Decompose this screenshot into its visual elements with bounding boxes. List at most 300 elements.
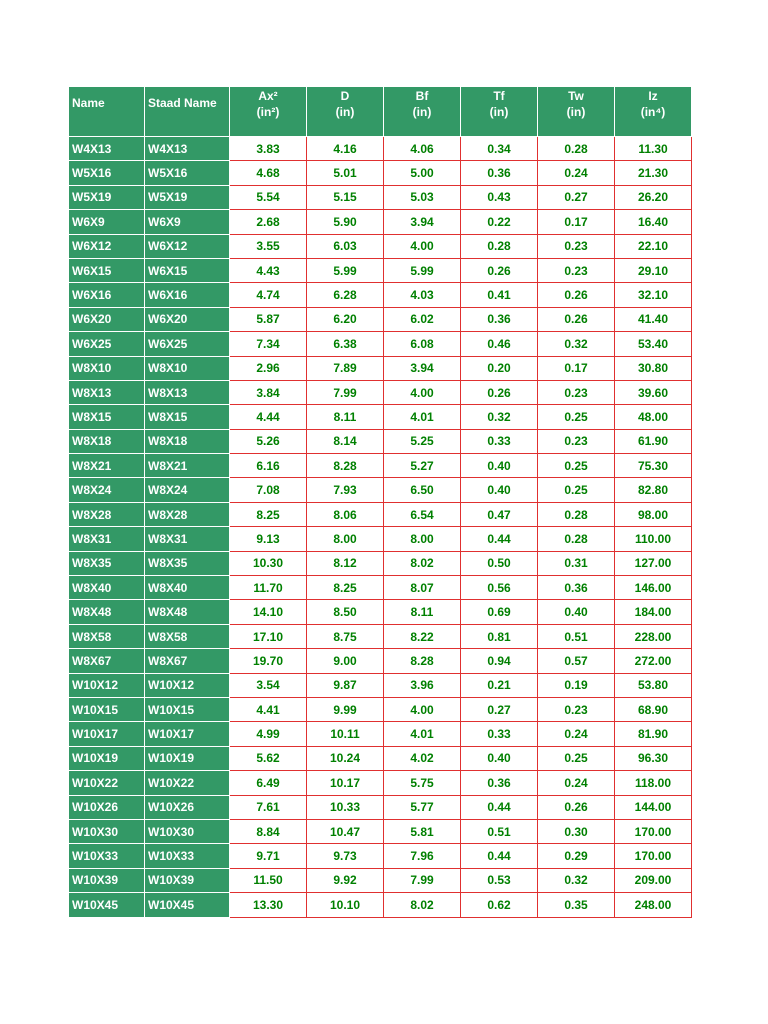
cell-name: W8X13 — [69, 380, 145, 404]
table-row — [69, 502, 692, 526]
cell-name: W10X17 — [69, 722, 145, 746]
cell-tf: 0.43 — [461, 185, 538, 209]
cell-iz: 53.80 — [615, 673, 692, 697]
cell-tw: 0.31 — [538, 551, 615, 575]
cell-d: 8.50 — [307, 600, 384, 624]
cell-ax: 9.71 — [230, 844, 307, 868]
cell-d: 4.16 — [307, 137, 384, 161]
cell-tw: 0.32 — [538, 332, 615, 356]
cell-d: 8.06 — [307, 502, 384, 526]
cell-tf: 0.21 — [461, 673, 538, 697]
cell-d: 8.75 — [307, 624, 384, 648]
cell-tw: 0.24 — [538, 722, 615, 746]
steel-section-table — [68, 86, 692, 918]
cell-d: 5.90 — [307, 210, 384, 234]
cell-tf: 0.34 — [461, 137, 538, 161]
cell-ax: 4.74 — [230, 283, 307, 307]
cell-ax: 14.10 — [230, 600, 307, 624]
cell-d: 10.11 — [307, 722, 384, 746]
cell-iz: 75.30 — [615, 454, 692, 478]
header-iz-label: Iz — [648, 89, 658, 103]
cell-tf: 0.81 — [461, 624, 538, 648]
cell-bf: 5.27 — [384, 454, 461, 478]
cell-tf: 0.22 — [461, 210, 538, 234]
cell-tw: 0.27 — [538, 185, 615, 209]
cell-iz: 170.00 — [615, 819, 692, 843]
cell-d: 6.20 — [307, 307, 384, 331]
cell-d: 10.33 — [307, 795, 384, 819]
cell-d: 10.24 — [307, 746, 384, 770]
header-tf — [461, 87, 538, 137]
cell-staad-name: W8X58 — [145, 624, 230, 648]
header-ax-unit: (in²) — [256, 105, 280, 119]
cell-tf: 0.36 — [461, 161, 538, 185]
table-row — [69, 234, 692, 258]
cell-bf: 8.02 — [384, 551, 461, 575]
cell-ax: 10.30 — [230, 551, 307, 575]
table-row — [69, 722, 692, 746]
cell-iz: 96.30 — [615, 746, 692, 770]
cell-ax: 8.84 — [230, 819, 307, 843]
header-bf-label: Bf — [415, 89, 429, 103]
cell-staad-name: W8X15 — [145, 405, 230, 429]
cell-d: 9.99 — [307, 697, 384, 721]
cell-name: W5X16 — [69, 161, 145, 185]
cell-bf: 5.75 — [384, 771, 461, 795]
cell-tf: 0.28 — [461, 234, 538, 258]
cell-name: W8X28 — [69, 502, 145, 526]
cell-iz: 29.10 — [615, 258, 692, 282]
cell-tw: 0.28 — [538, 502, 615, 526]
cell-iz: 146.00 — [615, 576, 692, 600]
cell-bf: 5.77 — [384, 795, 461, 819]
table-row — [69, 161, 692, 185]
cell-name: W6X9 — [69, 210, 145, 234]
cell-bf: 5.99 — [384, 258, 461, 282]
cell-iz: 16.40 — [615, 210, 692, 234]
cell-tw: 0.51 — [538, 624, 615, 648]
cell-name: W8X18 — [69, 429, 145, 453]
cell-staad-name: W6X25 — [145, 332, 230, 356]
cell-ax: 5.62 — [230, 746, 307, 770]
cell-staad-name: W10X17 — [145, 722, 230, 746]
cell-bf: 4.01 — [384, 405, 461, 429]
cell-name: W6X16 — [69, 283, 145, 307]
cell-ax: 2.68 — [230, 210, 307, 234]
cell-tw: 0.40 — [538, 600, 615, 624]
cell-d: 7.89 — [307, 356, 384, 380]
cell-name: W8X40 — [69, 576, 145, 600]
cell-ax: 5.26 — [230, 429, 307, 453]
cell-tf: 0.26 — [461, 380, 538, 404]
cell-name: W8X35 — [69, 551, 145, 575]
cell-tf: 0.40 — [461, 478, 538, 502]
table-row — [69, 454, 692, 478]
cell-name: W8X31 — [69, 527, 145, 551]
cell-bf: 8.00 — [384, 527, 461, 551]
cell-iz: 98.00 — [615, 502, 692, 526]
cell-name: W8X15 — [69, 405, 145, 429]
table-row — [69, 576, 692, 600]
cell-staad-name: W10X15 — [145, 697, 230, 721]
table-row — [69, 868, 692, 892]
table-header — [69, 87, 692, 137]
cell-tf: 0.40 — [461, 746, 538, 770]
cell-d: 9.87 — [307, 673, 384, 697]
cell-ax: 13.30 — [230, 893, 307, 917]
cell-bf: 6.50 — [384, 478, 461, 502]
header-iz-unit: (in⁴) — [640, 105, 666, 119]
cell-iz: 11.30 — [615, 137, 692, 161]
header-bf — [384, 87, 461, 137]
cell-d: 8.11 — [307, 405, 384, 429]
header-d-label: D — [340, 89, 350, 103]
table-row — [69, 283, 692, 307]
cell-tw: 0.25 — [538, 478, 615, 502]
cell-staad-name: W6X12 — [145, 234, 230, 258]
cell-ax: 3.54 — [230, 673, 307, 697]
cell-iz: 41.40 — [615, 307, 692, 331]
cell-ax: 4.43 — [230, 258, 307, 282]
cell-staad-name: W8X18 — [145, 429, 230, 453]
cell-ax: 3.55 — [230, 234, 307, 258]
cell-iz: 81.90 — [615, 722, 692, 746]
cell-bf: 4.00 — [384, 380, 461, 404]
cell-d: 5.01 — [307, 161, 384, 185]
cell-name: W10X19 — [69, 746, 145, 770]
cell-bf: 6.08 — [384, 332, 461, 356]
cell-staad-name: W10X26 — [145, 795, 230, 819]
cell-tw: 0.23 — [538, 258, 615, 282]
cell-bf: 4.00 — [384, 697, 461, 721]
cell-ax: 7.08 — [230, 478, 307, 502]
cell-name: W5X19 — [69, 185, 145, 209]
cell-bf: 6.54 — [384, 502, 461, 526]
cell-staad-name: W4X13 — [145, 137, 230, 161]
cell-tf: 0.53 — [461, 868, 538, 892]
cell-tw: 0.32 — [538, 868, 615, 892]
cell-tw: 0.17 — [538, 210, 615, 234]
cell-tw: 0.17 — [538, 356, 615, 380]
cell-staad-name: W10X39 — [145, 868, 230, 892]
cell-tw: 0.26 — [538, 307, 615, 331]
table-row — [69, 527, 692, 551]
cell-bf: 4.02 — [384, 746, 461, 770]
cell-iz: 30.80 — [615, 356, 692, 380]
cell-staad-name: W8X28 — [145, 502, 230, 526]
cell-staad-name: W8X67 — [145, 649, 230, 673]
table-row — [69, 673, 692, 697]
cell-name: W10X45 — [69, 893, 145, 917]
cell-tf: 0.47 — [461, 502, 538, 526]
cell-staad-name: W8X24 — [145, 478, 230, 502]
cell-bf: 4.00 — [384, 234, 461, 258]
cell-name: W6X25 — [69, 332, 145, 356]
cell-name: W8X24 — [69, 478, 145, 502]
cell-staad-name: W5X16 — [145, 161, 230, 185]
cell-ax: 7.34 — [230, 332, 307, 356]
cell-iz: 272.00 — [615, 649, 692, 673]
header-staad-name: Staad Name — [145, 87, 230, 137]
cell-iz: 61.90 — [615, 429, 692, 453]
cell-tf: 0.62 — [461, 893, 538, 917]
cell-iz: 248.00 — [615, 893, 692, 917]
cell-ax: 3.83 — [230, 137, 307, 161]
cell-tw: 0.19 — [538, 673, 615, 697]
cell-bf: 3.94 — [384, 210, 461, 234]
cell-staad-name: W8X35 — [145, 551, 230, 575]
cell-tw: 0.57 — [538, 649, 615, 673]
cell-staad-name: W8X10 — [145, 356, 230, 380]
cell-name: W10X30 — [69, 819, 145, 843]
cell-name: W4X13 — [69, 137, 145, 161]
cell-name: W8X48 — [69, 600, 145, 624]
cell-staad-name: W10X45 — [145, 893, 230, 917]
cell-ax: 5.87 — [230, 307, 307, 331]
header-ax-label: Ax² — [258, 89, 278, 103]
cell-tf: 0.33 — [461, 429, 538, 453]
cell-d: 8.12 — [307, 551, 384, 575]
cell-tf: 0.40 — [461, 454, 538, 478]
cell-staad-name: W8X40 — [145, 576, 230, 600]
cell-tf: 0.56 — [461, 576, 538, 600]
table-row — [69, 356, 692, 380]
table-row — [69, 258, 692, 282]
cell-bf: 8.28 — [384, 649, 461, 673]
cell-ax: 17.10 — [230, 624, 307, 648]
cell-d: 5.15 — [307, 185, 384, 209]
cell-ax: 7.61 — [230, 795, 307, 819]
cell-name: W10X39 — [69, 868, 145, 892]
header-iz — [615, 87, 692, 137]
cell-iz: 127.00 — [615, 551, 692, 575]
cell-d: 8.00 — [307, 527, 384, 551]
table-row — [69, 307, 692, 331]
cell-iz: 184.00 — [615, 600, 692, 624]
cell-tw: 0.23 — [538, 697, 615, 721]
cell-iz: 82.80 — [615, 478, 692, 502]
cell-d: 8.14 — [307, 429, 384, 453]
cell-staad-name: W8X13 — [145, 380, 230, 404]
cell-tw: 0.26 — [538, 283, 615, 307]
table-row — [69, 478, 692, 502]
cell-bf: 5.00 — [384, 161, 461, 185]
cell-ax: 4.68 — [230, 161, 307, 185]
cell-tw: 0.26 — [538, 795, 615, 819]
table-row — [69, 819, 692, 843]
cell-bf: 4.06 — [384, 137, 461, 161]
cell-bf: 6.02 — [384, 307, 461, 331]
cell-tf: 0.36 — [461, 771, 538, 795]
cell-d: 6.03 — [307, 234, 384, 258]
cell-staad-name: W6X16 — [145, 283, 230, 307]
cell-d: 6.28 — [307, 283, 384, 307]
cell-tf: 0.26 — [461, 258, 538, 282]
cell-tw: 0.28 — [538, 527, 615, 551]
cell-d: 10.10 — [307, 893, 384, 917]
cell-d: 9.92 — [307, 868, 384, 892]
cell-d: 8.28 — [307, 454, 384, 478]
cell-bf: 4.03 — [384, 283, 461, 307]
cell-tf: 0.51 — [461, 819, 538, 843]
cell-bf: 8.02 — [384, 893, 461, 917]
header-tw-label: Tw — [568, 89, 584, 103]
cell-ax: 3.84 — [230, 380, 307, 404]
cell-tf: 0.44 — [461, 527, 538, 551]
cell-staad-name: W6X15 — [145, 258, 230, 282]
cell-bf: 7.96 — [384, 844, 461, 868]
cell-d: 10.17 — [307, 771, 384, 795]
cell-staad-name: W6X9 — [145, 210, 230, 234]
cell-staad-name: W10X12 — [145, 673, 230, 697]
cell-name: W10X33 — [69, 844, 145, 868]
cell-staad-name: W10X33 — [145, 844, 230, 868]
table-row — [69, 429, 692, 453]
cell-bf: 4.01 — [384, 722, 461, 746]
cell-iz: 110.00 — [615, 527, 692, 551]
table-row — [69, 771, 692, 795]
cell-ax: 11.70 — [230, 576, 307, 600]
cell-tw: 0.28 — [538, 137, 615, 161]
header-row — [69, 87, 692, 137]
table-row — [69, 746, 692, 770]
cell-tf: 0.27 — [461, 697, 538, 721]
table-body — [69, 137, 692, 918]
cell-name: W6X12 — [69, 234, 145, 258]
cell-tw: 0.24 — [538, 771, 615, 795]
cell-iz: 144.00 — [615, 795, 692, 819]
cell-tw: 0.25 — [538, 746, 615, 770]
cell-name: W10X12 — [69, 673, 145, 697]
cell-bf: 3.94 — [384, 356, 461, 380]
header-tf-unit: (in) — [489, 105, 509, 119]
cell-ax: 2.96 — [230, 356, 307, 380]
cell-iz: 39.60 — [615, 380, 692, 404]
table-row — [69, 332, 692, 356]
table-row — [69, 893, 692, 917]
cell-tw: 0.24 — [538, 161, 615, 185]
cell-bf: 3.96 — [384, 673, 461, 697]
header-d — [307, 87, 384, 137]
cell-ax: 4.44 — [230, 405, 307, 429]
cell-iz: 22.10 — [615, 234, 692, 258]
cell-staad-name: W8X48 — [145, 600, 230, 624]
cell-name: W8X21 — [69, 454, 145, 478]
cell-ax: 6.49 — [230, 771, 307, 795]
cell-d: 8.25 — [307, 576, 384, 600]
cell-bf: 5.81 — [384, 819, 461, 843]
cell-tf: 0.41 — [461, 283, 538, 307]
cell-tf: 0.32 — [461, 405, 538, 429]
header-name: Name — [69, 87, 145, 137]
cell-ax: 4.99 — [230, 722, 307, 746]
cell-iz: 48.00 — [615, 405, 692, 429]
cell-bf: 5.03 — [384, 185, 461, 209]
cell-ax: 8.25 — [230, 502, 307, 526]
cell-iz: 209.00 — [615, 868, 692, 892]
cell-ax: 9.13 — [230, 527, 307, 551]
cell-tw: 0.23 — [538, 380, 615, 404]
cell-name: W10X15 — [69, 697, 145, 721]
cell-d: 10.47 — [307, 819, 384, 843]
cell-d: 7.99 — [307, 380, 384, 404]
cell-iz: 170.00 — [615, 844, 692, 868]
cell-staad-name: W8X21 — [145, 454, 230, 478]
cell-name: W8X10 — [69, 356, 145, 380]
header-bf-unit: (in) — [412, 105, 432, 119]
cell-ax: 11.50 — [230, 868, 307, 892]
table-row — [69, 380, 692, 404]
cell-d: 6.38 — [307, 332, 384, 356]
header-d-unit: (in) — [335, 105, 355, 119]
cell-bf: 8.11 — [384, 600, 461, 624]
cell-tw: 0.25 — [538, 405, 615, 429]
cell-bf: 7.99 — [384, 868, 461, 892]
cell-d: 5.99 — [307, 258, 384, 282]
table-row — [69, 600, 692, 624]
cell-staad-name: W5X19 — [145, 185, 230, 209]
cell-bf: 5.25 — [384, 429, 461, 453]
cell-tf: 0.50 — [461, 551, 538, 575]
cell-name: W8X67 — [69, 649, 145, 673]
table-row — [69, 624, 692, 648]
cell-name: W10X26 — [69, 795, 145, 819]
header-tf-label: Tf — [493, 89, 505, 103]
table-row — [69, 405, 692, 429]
cell-iz: 228.00 — [615, 624, 692, 648]
cell-d: 9.00 — [307, 649, 384, 673]
cell-tw: 0.25 — [538, 454, 615, 478]
cell-staad-name: W10X22 — [145, 771, 230, 795]
cell-iz: 53.40 — [615, 332, 692, 356]
cell-tw: 0.23 — [538, 429, 615, 453]
cell-ax: 6.16 — [230, 454, 307, 478]
header-tw — [538, 87, 615, 137]
table-row — [69, 185, 692, 209]
cell-ax: 4.41 — [230, 697, 307, 721]
cell-iz: 118.00 — [615, 771, 692, 795]
cell-tf: 0.44 — [461, 844, 538, 868]
header-ax — [230, 87, 307, 137]
cell-tw: 0.29 — [538, 844, 615, 868]
cell-ax: 5.54 — [230, 185, 307, 209]
cell-iz: 26.20 — [615, 185, 692, 209]
cell-iz: 21.30 — [615, 161, 692, 185]
cell-iz: 32.10 — [615, 283, 692, 307]
cell-name: W8X58 — [69, 624, 145, 648]
table-row — [69, 137, 692, 161]
cell-tf: 0.20 — [461, 356, 538, 380]
cell-staad-name: W8X31 — [145, 527, 230, 551]
table-row — [69, 697, 692, 721]
table-row — [69, 649, 692, 673]
cell-bf: 8.07 — [384, 576, 461, 600]
cell-tw: 0.35 — [538, 893, 615, 917]
cell-tf: 0.33 — [461, 722, 538, 746]
cell-bf: 8.22 — [384, 624, 461, 648]
cell-tf: 0.69 — [461, 600, 538, 624]
cell-tf: 0.44 — [461, 795, 538, 819]
cell-tf: 0.36 — [461, 307, 538, 331]
cell-staad-name: W6X20 — [145, 307, 230, 331]
cell-name: W10X22 — [69, 771, 145, 795]
table-row — [69, 551, 692, 575]
cell-iz: 68.90 — [615, 697, 692, 721]
cell-d: 7.93 — [307, 478, 384, 502]
table-row — [69, 844, 692, 868]
header-tw-unit: (in) — [566, 105, 586, 119]
cell-tw: 0.36 — [538, 576, 615, 600]
